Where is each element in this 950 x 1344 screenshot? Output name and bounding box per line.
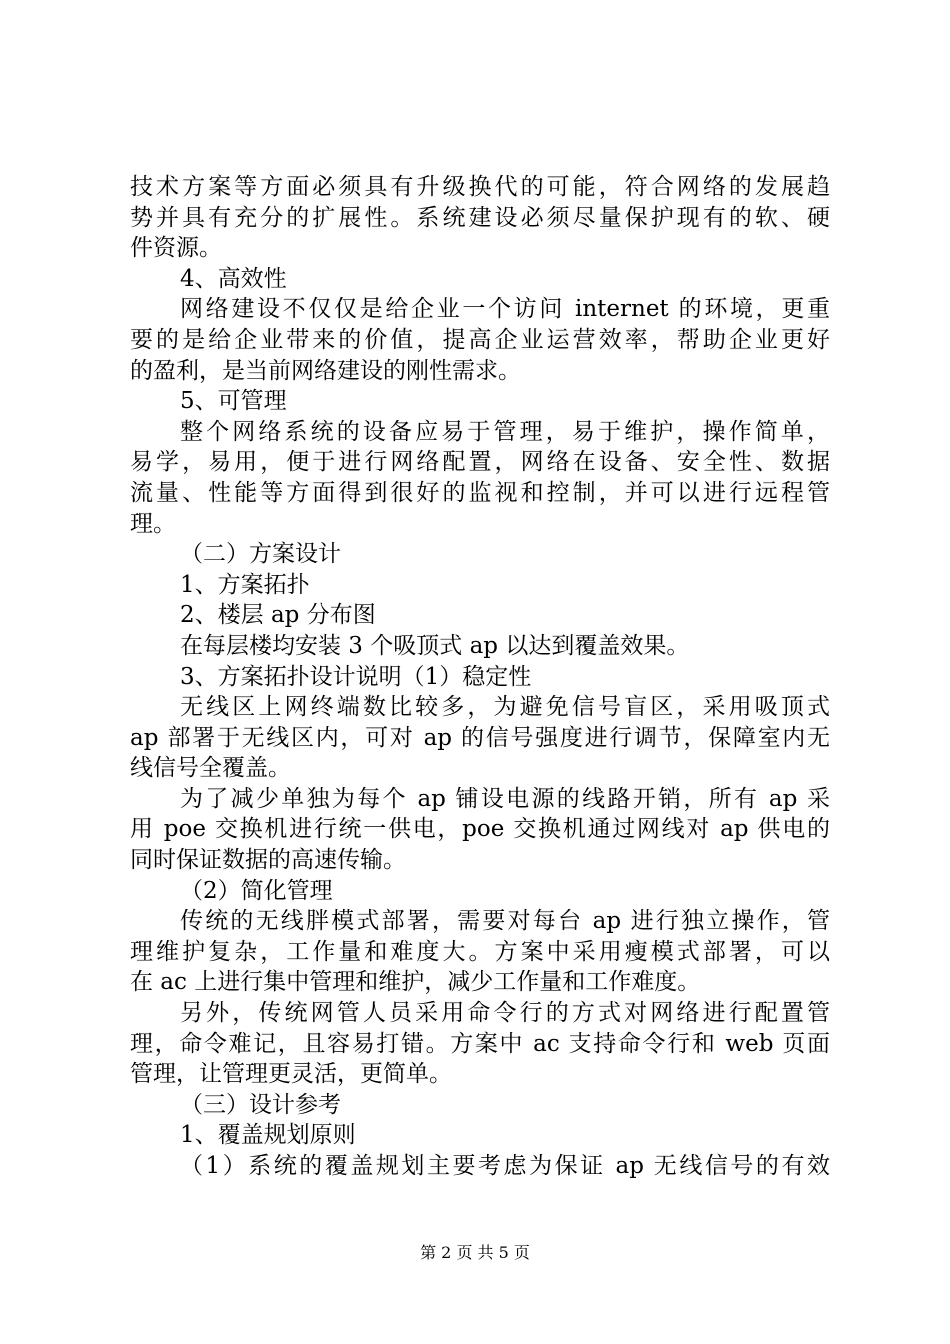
text-line: 要的是给企业带来的价值，提高企业运营效率，帮助企业更好: [130, 326, 830, 353]
text-line: 管理，让管理更灵活，更简单。: [130, 1061, 452, 1088]
text-line: 传统的无线胖模式部署，需要对每台 ap 进行独立操作，管: [180, 908, 830, 935]
section-heading: 4、高效性: [180, 265, 287, 292]
section-heading: 5、可管理: [180, 388, 287, 415]
section-heading: （2）简化管理: [180, 877, 333, 904]
text-line: 流量、性能等方面得到很好的监视和控制，并可以进行远程管: [130, 479, 830, 506]
text-line: ap 部署于无线区内，可对 ap 的信号强度进行调节，保障室内无: [130, 724, 830, 751]
text-line: 理。: [130, 510, 176, 537]
section-heading: （二）方案设计: [180, 541, 341, 568]
text-line: （1）系统的覆盖规划主要考虑为保证 ap 无线信号的有效: [180, 1153, 830, 1179]
document-body: [130, 172, 830, 1182]
text-line: 同时保证数据的高速传输。: [130, 847, 406, 874]
page-footer: 第 2 页 共 5 页: [420, 1243, 530, 1262]
text-line: 件资源。: [130, 235, 222, 262]
text-line: 理维护复杂，工作量和难度大。方案中采用瘦模式部署，可以: [130, 938, 830, 965]
text-line: 势并具有充分的扩展性。系统建设必须尽量保护现有的软、硬: [130, 204, 830, 231]
text-line: 在 ac 上进行集中管理和维护，减少工作量和工作难度。: [130, 969, 701, 996]
text-line: 无线区上网终端数比较多，为避免信号盲区，采用吸顶式: [180, 694, 830, 721]
text-line: 技术方案等方面必须具有升级换代的可能，符合网络的发展趋: [130, 174, 830, 200]
text-line: 在每层楼均安装 3 个吸顶式 ap 以达到覆盖效果。: [180, 632, 690, 659]
section-heading: 1、方案拓扑: [180, 571, 310, 598]
text-line: 的盈利，是当前网络建设的刚性需求。: [130, 357, 521, 384]
text-line: 另外，传统网管人员采用命令行的方式对网络进行配置管: [180, 1000, 830, 1027]
text-line: 整个网络系统的设备应易于管理，易于维护，操作简单，: [180, 418, 830, 445]
text-line: 为了减少单独为每个 ap 铺设电源的线路开销，所有 ap 采: [180, 785, 830, 812]
section-heading: 1、覆盖规划原则: [180, 1122, 356, 1149]
text-line: 线信号全覆盖。: [130, 755, 291, 782]
text-line: 用 poe 交换机进行统一供电，poe 交换机通过网线对 ap 供电的: [130, 816, 830, 843]
section-heading: 2、楼层 ap 分布图: [180, 602, 376, 629]
text-line: 易学，易用，便于进行网络配置，网络在设备、安全性、数据: [130, 449, 830, 476]
text-line: 理，命令难记，且容易打错。方案中 ac 支持命令行和 web 页面: [130, 1030, 830, 1057]
text-line: 网络建设不仅仅是给企业一个访问 internet 的环境，更重: [180, 296, 830, 323]
section-heading: 3、方案拓扑设计说明（1）稳定性: [180, 663, 532, 690]
section-heading: （三）设计参考: [180, 1091, 341, 1118]
